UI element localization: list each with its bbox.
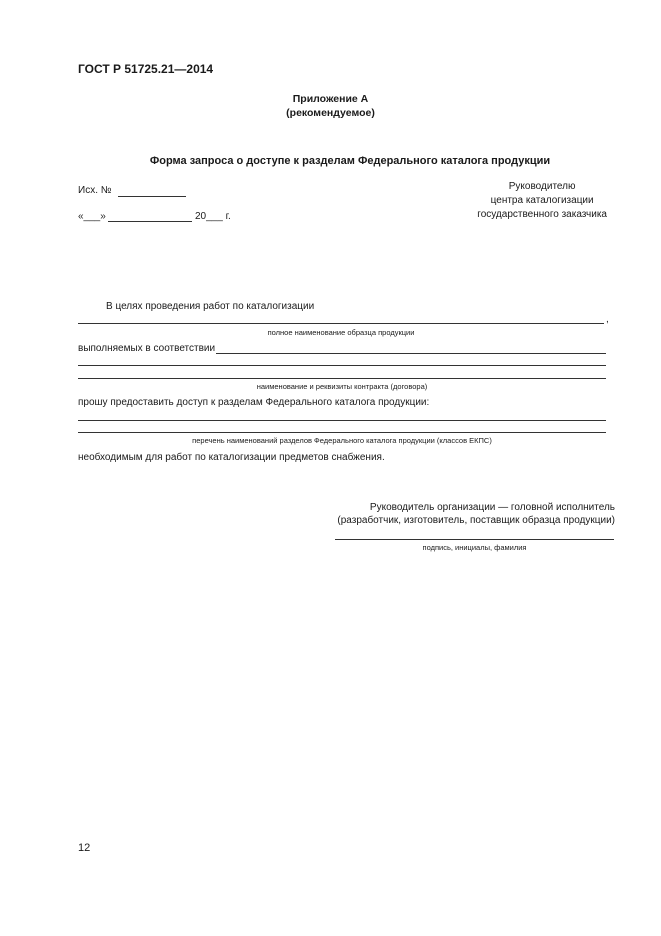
contract-line-2 (78, 365, 606, 366)
sections-line-1 (78, 420, 606, 421)
page-number: 12 (78, 842, 91, 854)
product-name-line (78, 323, 604, 324)
signature-position-line-1: Руководитель организации — головной исполнитель (369, 502, 615, 513)
sections-caption: перечень наименований разделов Федерального каталога продукции (классов ЕКПС) (192, 436, 492, 445)
closing-text: необходимым для работ по каталогизации предметов снабжения. (78, 452, 385, 463)
sections-line-2 (78, 432, 606, 433)
appendix-title: Приложение А (292, 93, 369, 105)
contract-line-3 (78, 378, 606, 379)
request-label: прошу предоставить доступ к разделам Федерального каталога продукции: (78, 397, 430, 408)
outgoing-number-line (118, 196, 186, 197)
outgoing-number-label: Исх. № (78, 185, 112, 196)
signature-position-line-2: (разработчик, изготовитель, поставщик образца продукции) (337, 515, 615, 526)
appendix-heading (0, 92, 661, 120)
performed-label: выполняемых в соответствии (78, 343, 216, 354)
intro-text: В целях проведения работ по каталогизации (106, 301, 315, 312)
signature-caption: подпись, инициалы, фамилия (422, 543, 527, 552)
appendix-note: (рекомендуемое) (286, 107, 375, 119)
recipient-line-1: Руководителю (508, 181, 576, 192)
recipient-line-2: центра каталогизации (490, 195, 594, 206)
contract-line-1 (216, 353, 606, 354)
recipient-block (477, 180, 607, 222)
recipient-line-3: государственного заказчика (477, 209, 607, 220)
contract-caption: наименование и реквизиты контракта (договора) (256, 382, 428, 391)
intro-end-comma: , (606, 314, 609, 325)
date-year-label: 20___ г. (195, 211, 231, 222)
date-day-label: «___» (78, 211, 106, 222)
signature-line (335, 539, 614, 540)
standard-designation: ГОСТ Р 51725.21—2014 (78, 62, 214, 76)
product-name-caption: полное наименование образца продукции (267, 328, 415, 337)
date-month-line (108, 221, 192, 222)
form-title: Форма запроса о доступе к разделам Федерального каталога продукции (149, 155, 551, 167)
